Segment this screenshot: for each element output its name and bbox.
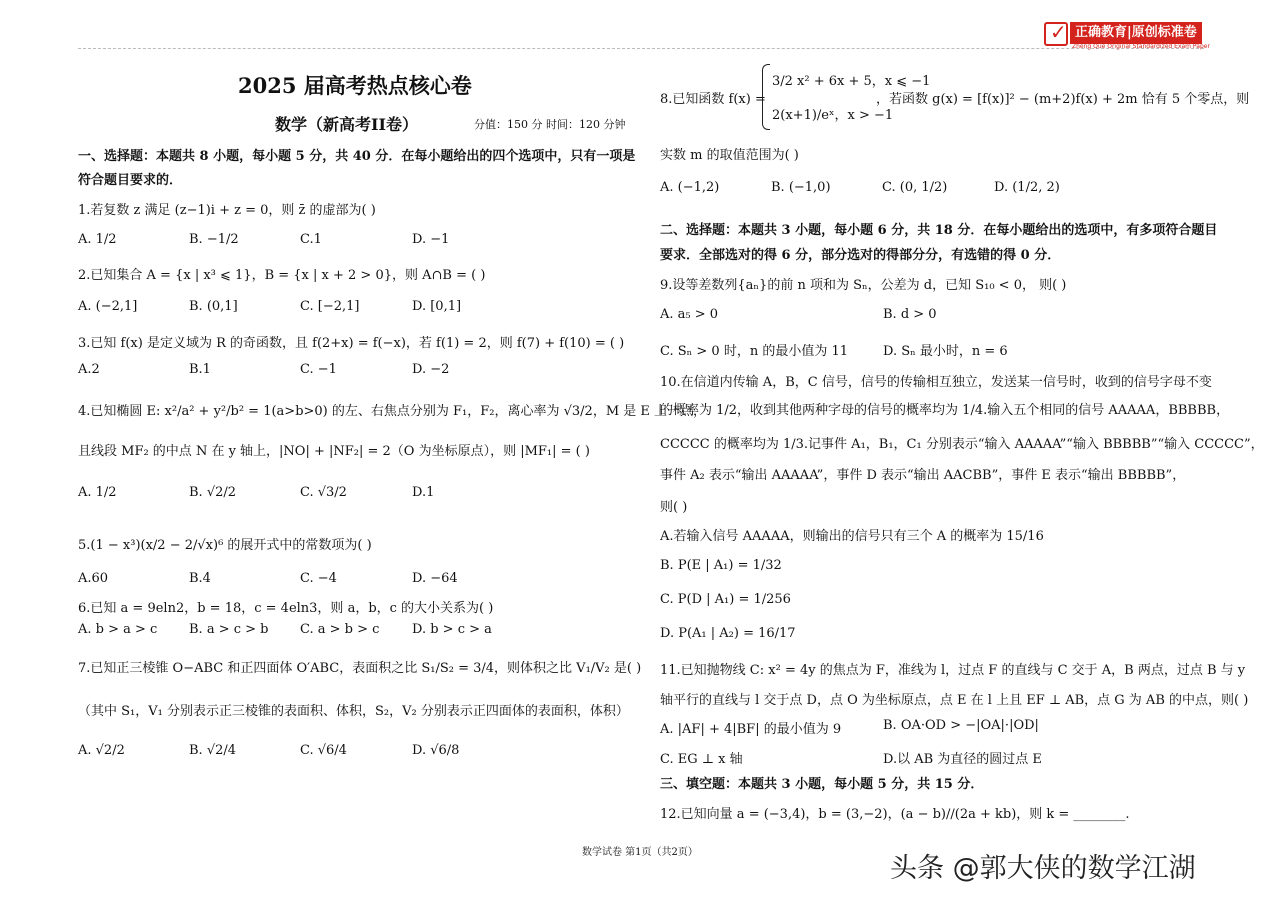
q10-option-d: D. P(A₁ | A₂) = 16/17: [660, 626, 796, 641]
question-8-cont2: 实数 m 的取值范围为( ): [660, 148, 799, 163]
question-10-line4: 事件 A₂ 表示“输出 AAAAA”，事件 D 表示“输出 AACBB”，事件 E 表示“输出 BBBBB”，: [660, 468, 1186, 483]
q10-option-b: B. P(E | A₁) = 1/32: [660, 558, 782, 573]
q6-option-c: C. a > b > c: [300, 622, 380, 637]
q3-option-d: D. −2: [412, 362, 450, 377]
q1-option-a: A. 1/2: [78, 232, 117, 247]
question-4: 4.已知椭圆 E: x²/a² + y²/b² = 1(a>b>0) 的左、右焦点分别为 F₁，F₂，离心率为 √3/2，M 是 E 上一点，: [78, 404, 707, 419]
section-3-heading: 三、填空题：本题共 3 小题，每小题 5 分，共 15 分．: [660, 777, 984, 792]
q11-option-c: C. EG ⊥ x 轴: [660, 752, 743, 767]
q8-option-a: A. (−1,2): [660, 180, 720, 195]
q4-option-b: B. √2/2: [189, 485, 237, 500]
q2-option-d: D. [0,1]: [412, 299, 462, 314]
q5-option-a: A.60: [78, 571, 109, 586]
q6-option-d: D. b > c > a: [412, 622, 492, 637]
q7-option-b: B. √2/4: [189, 743, 237, 758]
q8-option-c: C. (0, 1/2): [882, 180, 948, 195]
section-2-heading-cont: 要求．全部选对的得 6 分，部分选对的得部分分，有选错的得 0 分．: [660, 248, 1061, 263]
q3-option-a: A.2: [78, 362, 100, 377]
q7-option-d: D. √6/8: [412, 743, 460, 758]
logo-text: 正确教育|原创标准卷: [1070, 22, 1202, 44]
q10-option-c: C. P(D | A₁) = 1/256: [660, 592, 791, 607]
question-7: 7.已知正三棱锥 O−ABC 和正四面体 O′ABC，表面积之比 S₁/S₂ = 3/4，则体积之比 V₁/V₂ 是( ): [78, 661, 642, 676]
question-10-line3: CCCCC 的概率均为 1/3.记事件 A₁，B₁，C₁ 分别表示“输入 AAAAA”“输入 BBBBB”“输入 CCCCC”，: [660, 437, 1264, 452]
page-footer: 数学试卷 第1页（共2页）: [582, 847, 698, 858]
q7-option-c: C. √6/4: [300, 743, 347, 758]
question-4-cont: 且线段 MF₂ 的中点 N 在 y 轴上，|NO| + |NF₂| = 2（O 为坐标原点），则 |MF₁| = ( ): [78, 444, 590, 459]
question-12: 12.已知向量 a = (−3,4)，b = (3,−2)，(a − b)//(2a + kb)，则 k = ________.: [660, 807, 1130, 822]
q4-option-d: D.1: [412, 485, 435, 500]
q2-option-b: B. (0,1]: [189, 299, 238, 314]
q3-option-b: B.1: [189, 362, 211, 377]
question-1: 1.若复数 z 满足 (z−1)i + z = 0，则 z̄ 的虚部为( ): [78, 203, 376, 218]
q9-option-d: D. Sₙ 最小时，n = 6: [883, 344, 1008, 359]
q5-option-c: C. −4: [300, 571, 337, 586]
publisher-logo: [1044, 20, 1210, 52]
q2-option-c: C. [−2,1]: [300, 299, 360, 314]
q2-option-a: A. (−2,1]: [78, 299, 138, 314]
question-11: 11.已知抛物线 C: x² = 4y 的焦点为 F，准线为 l，过点 F 的直线与 C 交于 A，B 两点，过点 B 与 y: [660, 663, 1246, 678]
q6-option-a: A. b > a > c: [78, 622, 158, 637]
question-10: 10.在信道内传输 A，B，C 信号，信号的传输相互独立，发送某一信号时，收到的信号字母不变: [660, 375, 1212, 390]
q8-piece-2: 2(x+1)/eˣ，x > −1: [772, 108, 894, 123]
q9-option-a: A. a₅ > 0: [660, 307, 719, 322]
q6-option-b: B. a > c > b: [189, 622, 269, 637]
q1-option-c: C.1: [300, 232, 322, 247]
logo-subtext: Zheng Que Original Standardized Exam Paper: [1072, 43, 1210, 50]
question-8-cont: ，若函数 g(x) = [f(x)]² − (m+2)f(x) + 2m 恰有 5 个零点，则: [876, 92, 1250, 107]
question-5: 5.(1 − x³)(x/2 − 2/√x)⁶ 的展开式中的常数项为( ): [78, 538, 372, 553]
q7-option-a: A. √2/2: [78, 743, 125, 758]
q11-option-a: A. |AF| + 4|BF| 的最小值为 9: [660, 722, 842, 737]
question-9: 9.设等差数列{aₙ}的前 n 项和为 Sₙ，公差为 d，已知 S₁₀ < 0， 则( ): [660, 278, 1067, 293]
q5-option-b: B.4: [189, 571, 211, 586]
q1-option-b: B. −1/2: [189, 232, 239, 247]
question-11-cont: 轴平行的直线与 l 交于点 D，点 O 为坐标原点，点 E 在 l 上且 EF ⊥ AB，点 G 为 AB 的中点，则( ): [660, 693, 1249, 708]
piecewise-brace: [762, 64, 770, 130]
question-6: 6.已知 a = 9eln2，b = 18，c = 4eln3，则 a，b，c 的大小关系为( ): [78, 601, 494, 616]
q1-option-d: D. −1: [412, 232, 450, 247]
q4-option-a: A. 1/2: [78, 485, 117, 500]
question-3: 3.已知 f(x) 是定义域为 R 的奇函数，且 f(2+x) = f(−x)，若 f(1) = 2，则 f(7) + f(10) = ( ): [78, 336, 625, 351]
check-icon: ✓: [1044, 22, 1068, 46]
section-1-heading: 一、选择题：本题共 8 小题，每小题 5 分，共 40 分．在每小题给出的四个选项中，只有一项是: [78, 149, 636, 164]
q8-option-d: D. (1/2, 2): [994, 180, 1060, 195]
watermark: 头条 @郭大侠的数学江湖: [890, 853, 1196, 884]
q3-option-c: C. −1: [300, 362, 337, 377]
q8-piece-1: 3/2 x² + 6x + 5，x ⩽ −1: [772, 74, 931, 89]
question-7-note: （其中 S₁，V₁ 分别表示正三棱锥的表面积、体积，S₂，V₂ 分别表示正四面体的表面积，体积）: [78, 704, 629, 719]
question-10-line5: 则( ): [660, 500, 688, 515]
exam-info: 分值：150 分 时间：120 分钟: [474, 118, 626, 131]
question-2: 2.已知集合 A = {x | x³ ⩽ 1}，B = {x | x + 2 > 0}，则 A∩B = ( ): [78, 268, 486, 283]
q10-option-a: A.若输入信号 AAAAA，则输出的信号只有三个 A 的概率为 15/16: [660, 529, 1044, 544]
exam-title: 2025 届高考热点核心卷: [238, 73, 472, 98]
section-2-heading: 二、选择题：本题共 3 小题，每小题 6 分，共 18 分．在每小题给出的选项中，有多项符合题目: [660, 223, 1218, 238]
q8-option-b: B. (−1,0): [771, 180, 831, 195]
q11-option-d: D.以 AB 为直径的圆过点 E: [883, 752, 1042, 767]
header-divider: [78, 48, 1204, 49]
section-1-heading-cont: 符合题目要求的．: [78, 173, 183, 188]
question-8: 8.已知函数 f(x) =: [660, 92, 766, 107]
q11-option-b: B. OA·OD > −|OA|·|OD|: [883, 718, 1039, 733]
exam-subtitle: 数学（新高考II卷）: [275, 115, 418, 134]
question-10-line2: 的概率为 1/2，收到其他两种字母的信号的概率均为 1/4.输入五个相同的信号 AAAAA，BBBBB，: [660, 403, 1230, 418]
q9-option-c: C. Sₙ > 0 时，n 的最小值为 11: [660, 344, 849, 359]
q9-option-b: B. d > 0: [883, 307, 937, 322]
q5-option-d: D. −64: [412, 571, 458, 586]
q4-option-c: C. √3/2: [300, 485, 347, 500]
